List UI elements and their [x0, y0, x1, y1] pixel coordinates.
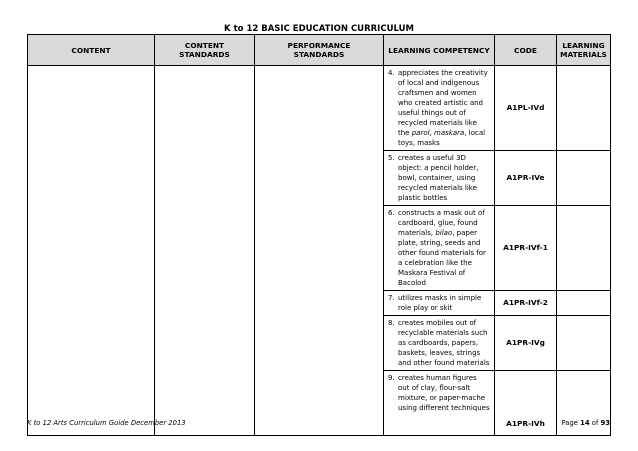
code-cell: A1PR-IVf-1: [495, 206, 557, 291]
competency-cell: 5. creates a useful 3D object: a pencil holder, bowl, container, using recycled materials like plastic bottles: [384, 151, 495, 206]
header-code: CODE: [495, 35, 557, 66]
code-cell: A1PL-IVd: [495, 66, 557, 151]
competency-cell: 8. creates mobiles out of recyclable materials such as cardboards, papers, baskets, leaves, strings and other found materials: [384, 316, 495, 371]
competency-text: creates human figures out of clay, flour-salt mixture, or paper-mache using different techniques: [398, 374, 490, 412]
materials-cell: [557, 206, 611, 291]
content-cell: [28, 66, 155, 436]
materials-cell: [557, 316, 611, 371]
footer-guide-title: K to 12 Arts Curriculum Guide December 2013: [27, 419, 186, 427]
competency-text: constructs a mask out of cardboard, glue, found materials, bilao, paper plate, string, seeds and other found materials for a celebration like the Maskara Festival of Bacolod: [398, 209, 486, 287]
competency-cell: 6. constructs a mask out of cardboard, glue, found materials, bilao, paper plate, string, seeds and other found materials for a celebration like the Maskara Festival of Bacolod: [384, 206, 495, 291]
table-header-row: [28, 35, 611, 66]
code-cell: A1PR-IVe: [495, 151, 557, 206]
page-title: K to 12 BASIC EDUCATION CURRICULUM: [224, 24, 414, 34]
competency-cell: 4. appreciates the creativity of local and indigenous craftsmen and women who created artistic and useful things out of recycled materials like the parol, maskara, local toys, masks: [384, 66, 495, 151]
competency-text: creates mobiles out of recyclable materials such as cardboards, papers, baskets, leaves, strings and other found materials: [398, 319, 490, 367]
competency-text: appreciates the creativity of local and indigenous craftsmen and women who created artistic and useful things out of recycled materials like the parol, maskara, local toys, masks: [398, 69, 488, 147]
competency-cell: 7. utilizes masks in simple role play or skit: [384, 291, 495, 316]
code-cell: A1PR-IVh: [495, 371, 557, 436]
materials-cell: [557, 291, 611, 316]
code-cell: A1PR-IVg: [495, 316, 557, 371]
header-learning-competency: LEARNING COMPETENCY: [384, 35, 495, 66]
header-content-standards: CONTENT STANDARDS: [155, 35, 255, 66]
competency-text: utilizes masks in simple role play or skit: [398, 294, 482, 312]
header-performance-standards: PERFORMANCE STANDARDS: [255, 35, 384, 66]
curriculum-table: [27, 34, 611, 436]
table-row: [28, 66, 611, 151]
materials-cell: [557, 151, 611, 206]
competency-text: creates a useful 3D object: a pencil holder, bowl, container, using recycled materials like plastic bottles: [398, 154, 479, 202]
content-standards-cell: [155, 66, 255, 436]
code-cell: A1PR-IVf-2: [495, 291, 557, 316]
header-content: CONTENT: [28, 35, 155, 66]
materials-cell: [557, 66, 611, 151]
competency-cell: 9. creates human figures out of clay, flour-salt mixture, or paper-mache using different techniques: [384, 371, 495, 436]
performance-standards-cell: [255, 66, 384, 436]
header-learning-materials: LEARNING MATERIALS: [557, 35, 611, 66]
footer-page-number: Page 14 of 93: [561, 419, 610, 427]
